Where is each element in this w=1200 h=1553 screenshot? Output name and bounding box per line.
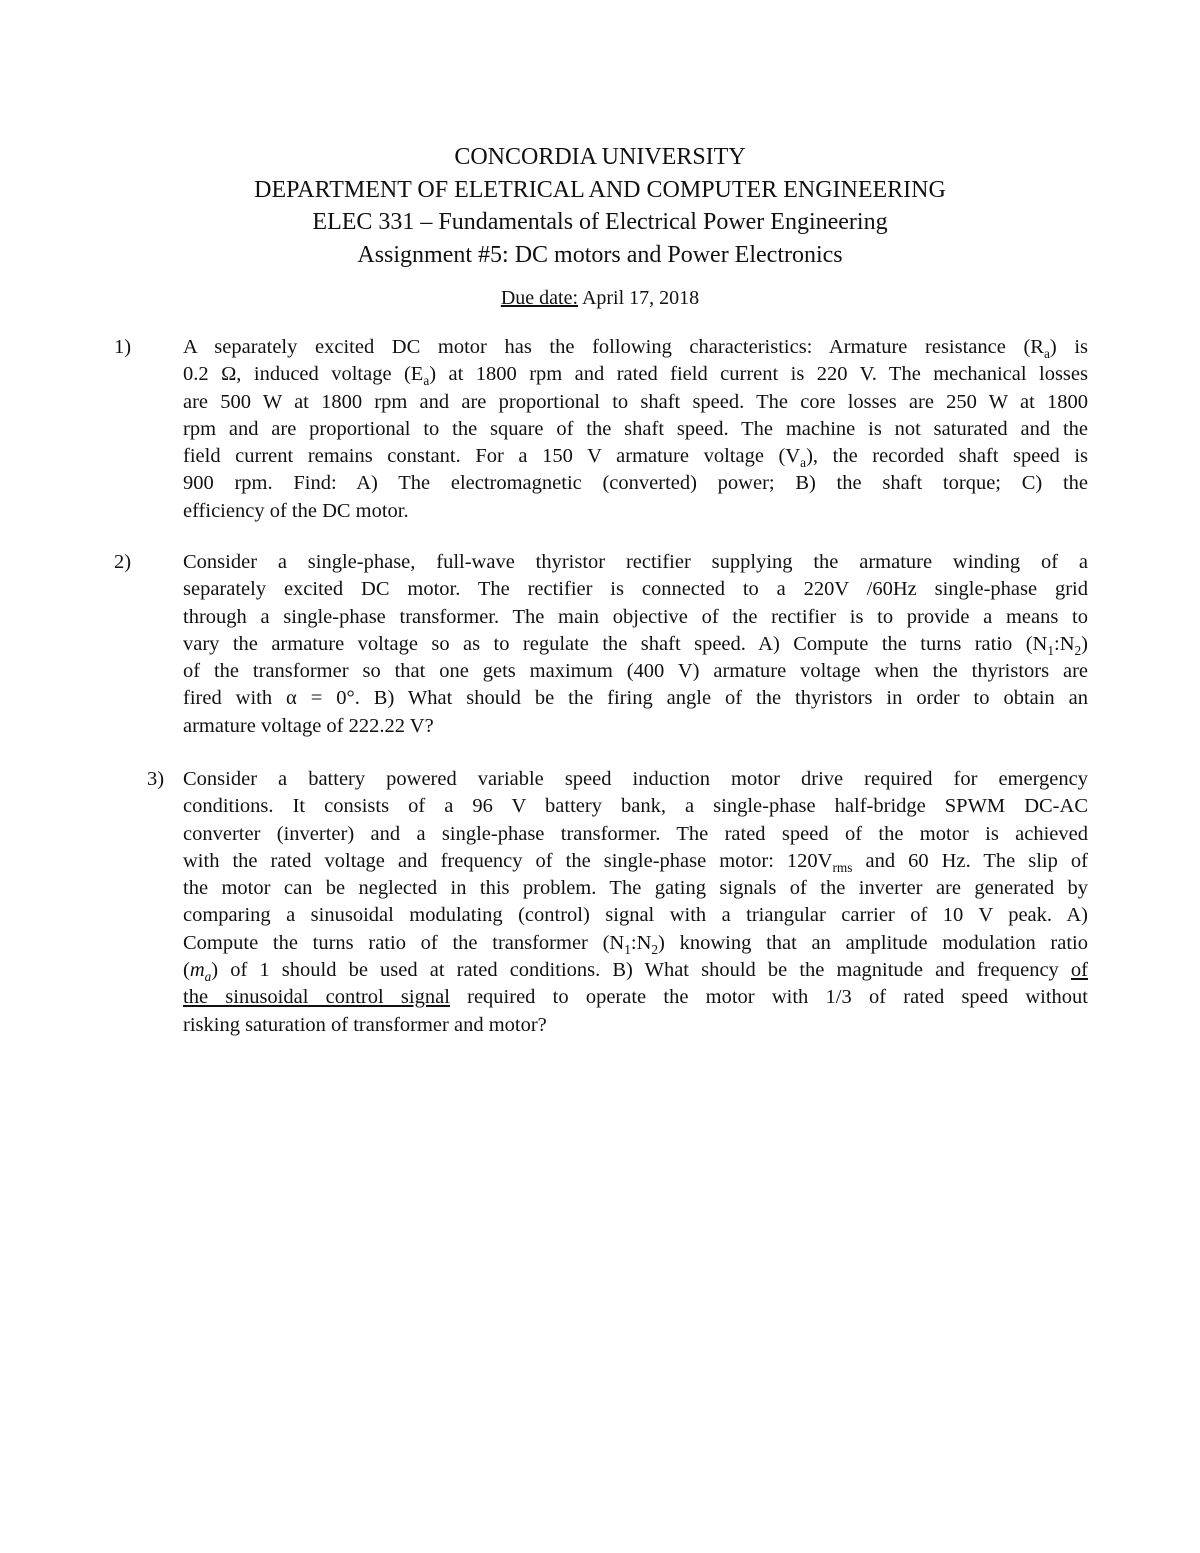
text-line: of the transformer so that one gets maximum (400 V) armature voltage when the thyristors are [183,660,1088,683]
text-line: separately excited DC motor. The rectifier is connected to a 220V /60Hz single-phase grid [183,578,1088,601]
text-line: vary the armature voltage so as to regulate the shaft speed. A) Compute the turns ratio $(N_1:N_2)$ [183,632,1088,658]
text-line: efficiency of the DC motor. [183,499,409,522]
course-title: ELEC 331 – Fundamentals of Electrical Power Engineering [312,209,888,235]
document-header [0,141,1200,271]
text-line: A separately excited DC motor has the following characteristics: Armature resistance $(R_a)$ is [183,336,1089,362]
university-name: CONCORDIA UNIVERSITY [454,144,746,170]
text-line: the sinusoidal control signal required to operate the motor with 1/3 of rated speed without [183,986,1088,1009]
due-date [0,285,1200,311]
text-line: converter (inverter) and a single-phase transformer. The rated speed of the motor is achieved [183,822,1088,845]
text-line: Compute the turns ratio of the transformer $(N_1:N_2)$ knowing that an amplitude modulation ratio [183,931,1088,957]
department-name: DEPARTMENT OF ELETRICAL AND COMPUTER ENGINEERING [254,176,946,203]
text-line: 900 rpm. Find: A) The electromagnetic (converted) power; B) the shaft torque; C) the [183,472,1088,495]
text-line: are 500 W at 1800 rpm and are proportional to shaft speed. The core losses are 250 W at 1800 [183,390,1088,413]
text-line: field current remains constant. For a 150 V armature voltage $(V_a)$, the recorded shaft speed is [183,445,1088,471]
question-text [183,334,1088,525]
question-text [183,549,1088,740]
text-line: fired with α = 0°. B) What should be the firing angle of the thyristors in order to obtain an [183,687,1088,710]
text-line: 0.2 Ω, induced voltage $(E_a)$ at 1800 rpm and rated field current is 220 V. The mechanical losses [183,363,1088,389]
text-line: $(m_a)$ of 1 should be used at rated conditions. B) What should be the magnitude and frequency of [183,959,1088,985]
text-line: rpm and are proportional to the square of the shaft speed. The machine is not saturated and the [183,417,1088,440]
text-line: risking saturation of transformer and motor? [183,1013,547,1036]
text-line: Consider a battery powered variable speed induction motor drive required for emergency [183,768,1088,790]
assignment-title: Assignment #5: DC motors and Power Electronics [357,241,843,268]
text-line: armature voltage of 222.22 V? [183,714,434,737]
question-text [183,766,1088,1039]
question-number: 2) [114,551,132,573]
text-line: through a single-phase transformer. The main objective of the rectifier is to provide a means to [183,605,1088,628]
question-number: 3) [147,768,165,790]
text-line: with the rated voltage and frequency of the single-phase motor: $120V_{rms}$ and 60 Hz. The slip of [183,849,1088,875]
text-line: the motor can be neglected in this problem. The gating signals of the inverter are generated by [183,877,1088,900]
due-date-value: April 17, 2018 [581,287,700,309]
text-line: conditions. It consists of a 96 V battery bank, a single-phase half-bridge SPWM DC-AC [183,795,1088,818]
text-line: comparing a sinusoidal modulating (control) signal with a triangular carrier of 10 V peak. A) [183,904,1088,927]
due-date-label: Due date: [500,287,579,309]
text-line: Consider a single-phase, full-wave thyristor rectifier supplying the armature winding of a [183,551,1088,573]
question-number: 1) [114,336,132,358]
